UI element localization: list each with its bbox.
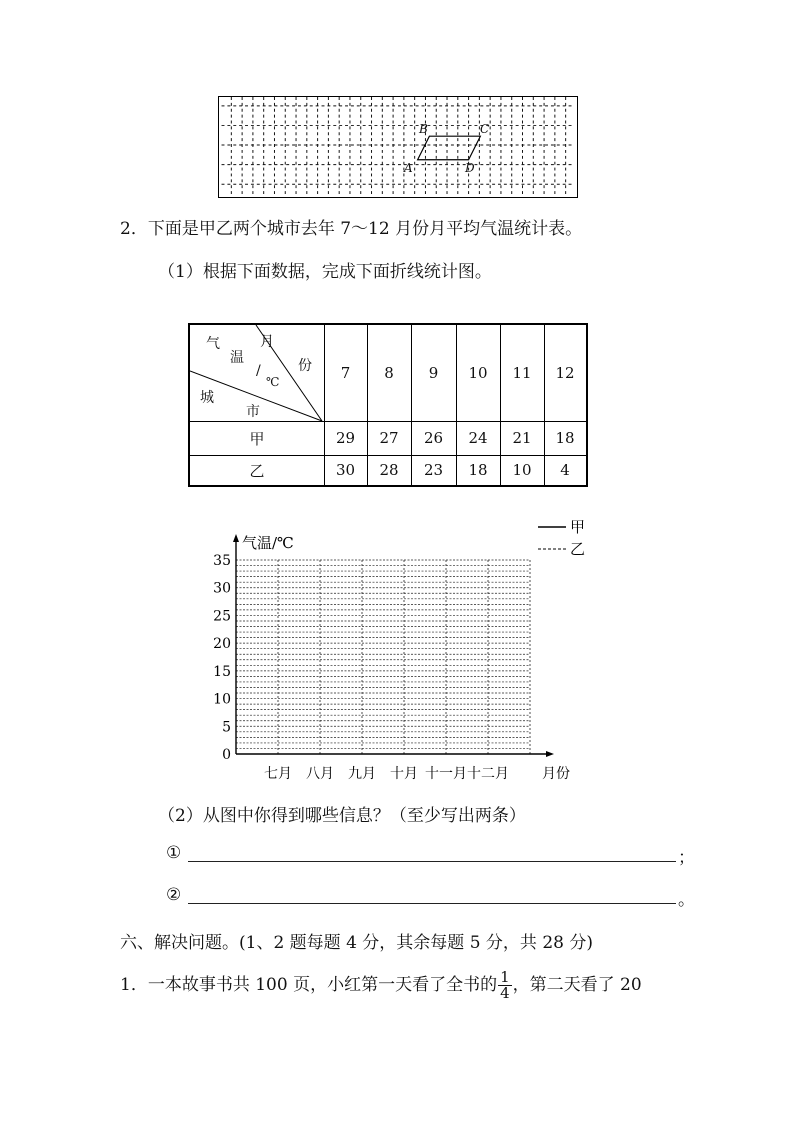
- answer-2-end: 。: [678, 890, 695, 910]
- table-header-month: 10: [468, 364, 488, 382]
- question-2-title: 2．下面是甲乙两个城市去年 7～12 月份月平均气温统计表。: [120, 219, 583, 239]
- chart-x-tick-label: 十二月: [467, 766, 509, 782]
- vertex-c-label: C: [480, 122, 490, 136]
- question-2-part-1: （1）根据下面数据，完成下面折线统计图。: [158, 262, 492, 282]
- answer-1-marker: ①: [166, 843, 182, 863]
- section-6-question-1: [120, 970, 642, 1001]
- chart-x-tick-label: 七月: [264, 766, 292, 782]
- answer-1-end: ；: [678, 848, 695, 868]
- answer-1-line[interactable]: [188, 861, 676, 862]
- corner-label-temp-3: /: [256, 363, 261, 379]
- chart-y-tick-label: 0: [222, 747, 231, 763]
- table-cell-value: 27: [379, 429, 399, 447]
- chart-y-tick-label: 20: [213, 636, 231, 653]
- table-cell-value: 18: [555, 429, 575, 447]
- table-row-city: 甲: [249, 429, 265, 448]
- parallelogram-abcd: [418, 136, 481, 160]
- chart-y-tick-label: 5: [222, 719, 231, 736]
- corner-label-month-1: 月: [260, 334, 274, 350]
- chart-x-axis-arrow: [546, 751, 554, 757]
- corner-label-city-1: 城: [200, 390, 214, 406]
- chart-y-tick-label: 10: [213, 691, 231, 708]
- temperature-table: [188, 323, 588, 487]
- fraction-one-quarter: [498, 970, 512, 1001]
- chart-x-tick-label: 九月: [348, 766, 376, 782]
- table-row-city: 乙: [249, 461, 265, 480]
- table-cell-value: 26: [423, 429, 444, 447]
- table-cell-value: 4: [560, 461, 570, 479]
- fraction-denominator: 4: [500, 984, 510, 1002]
- chart-y-tick-label: 30: [213, 580, 231, 597]
- table-cell-value: 23: [423, 461, 444, 479]
- corner-label-temp-2: 温: [230, 350, 244, 366]
- chart-y-axis-arrow: [233, 534, 239, 542]
- table-header-month: 11: [512, 364, 532, 382]
- vertex-a-label: A: [404, 161, 413, 175]
- dotted-grid-figure: [218, 96, 578, 198]
- chart-x-axis-label: 月份: [542, 766, 570, 782]
- section-6-title: 六、解决问题。(1、2 题每题 4 分，其余每题 5 分，共 28 分): [120, 933, 593, 953]
- corner-label-month-2: 份: [298, 358, 312, 374]
- table-header-month: 12: [555, 364, 575, 382]
- vertex-b-label: B: [419, 122, 428, 136]
- chart-legend-label: 甲: [570, 520, 586, 536]
- chart-x-tick-label: 八月: [306, 766, 334, 782]
- table-cell-value: 10: [512, 461, 532, 479]
- chart-x-tick-label: 十一月: [425, 766, 467, 782]
- table-cell-value: 30: [335, 461, 356, 479]
- vertex-d-label: D: [465, 161, 475, 175]
- chart-y-tick-label: 35: [213, 553, 231, 569]
- answer-2-marker: ②: [166, 885, 182, 905]
- chart-y-tick-label: 25: [213, 608, 231, 625]
- answer-2-line[interactable]: [188, 903, 676, 904]
- q1-text-before: 1．一本故事书共 100 页，小红第一天看了全书的: [120, 975, 498, 995]
- chart-y-axis-label: 气温/℃: [242, 534, 294, 552]
- table-cell-value: 29: [335, 429, 356, 447]
- temperature-line-chart: [200, 520, 600, 785]
- table-header-month: 8: [384, 364, 394, 382]
- table-cell-value: 28: [379, 461, 399, 479]
- table-header-month: 7: [340, 364, 351, 382]
- table-cell-value: 24: [468, 429, 488, 447]
- corner-label-temp-1: 气: [206, 336, 220, 352]
- corner-label-city-2: 市: [246, 404, 260, 420]
- chart-legend-label: 乙: [570, 540, 586, 558]
- fraction-numerator: 1: [500, 968, 510, 986]
- question-2-part-2: （2）从图中你得到哪些信息？（至少写出两条）: [158, 806, 526, 826]
- q1-text-after: ，第二天看了 20: [512, 975, 642, 995]
- table-cell-value: 18: [468, 461, 488, 479]
- chart-y-tick-label: 15: [213, 663, 231, 680]
- table-cell-value: 21: [512, 429, 532, 447]
- chart-x-tick-label: 十月: [390, 766, 418, 782]
- corner-label-temp-4: ℃: [266, 375, 280, 389]
- table-header-month: 9: [428, 364, 439, 382]
